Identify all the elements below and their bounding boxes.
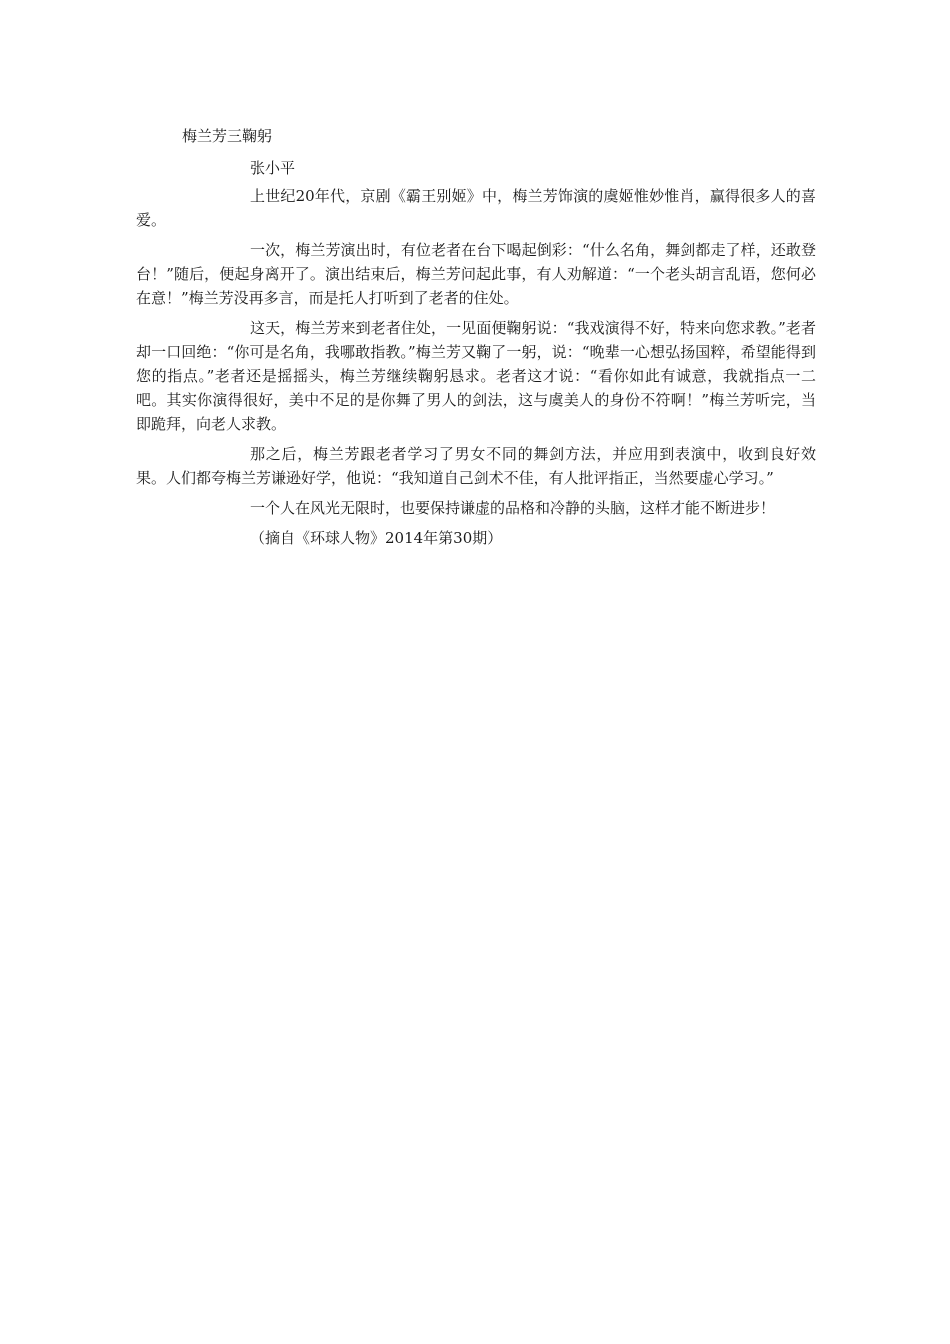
paragraph-2: 一次，梅兰芳演出时，有位老者在台下喝起倒彩：“什么名角，舞剑都走了样，还敢登台！”随后，便起身离开了。演出结束后，梅兰芳问起此事，有人劝解道：“一个老头胡言乱语，您何必在意！”梅兰芳没再多言，而是托人打听到了老者的住处。	[136, 241, 816, 307]
source-citation: （摘自《环球人物》2014年第30期）	[250, 529, 503, 547]
paragraph-4: 那之后，梅兰芳跟老者学习了男女不同的舞剑方法，并应用到表演中，收到良好效果。人们都夸梅兰芳谦逊好学，他说：“我知道自己剑术不佳，有人批评指正，当然要虚心学习。”	[136, 445, 816, 487]
paragraph-3: 这天，梅兰芳来到老者住处，一见面便鞠躬说：“我戏演得不好，特来向您求教。”老者却一口回绝：“你可是名角，我哪敢指教。”梅兰芳又鞠了一躬，说：“晚辈一心想弘扬国粹，希望能得到您的指点。”老者还是摇摇头，梅兰芳继续鞠躬恳求。老者这才说：“看你如此有诚意，我就指点一二吧。其实你演得很好，美中不足的是你舞了男人的剑法，这与虞美人的身份不符啊！”梅兰芳听完，当即跪拜，向老人求教。	[136, 319, 816, 433]
article-body	[136, 124, 816, 550]
paragraph-1: 上世纪20年代，京剧《霸王别姬》中，梅兰芳饰演的虞姬惟妙惟肖，赢得很多人的喜爱。	[136, 187, 816, 229]
paragraph-5: 一个人在风光无限时，也要保持谦虚的品格和冷静的头脑，这样才能不断进步！	[250, 499, 776, 517]
article-author: 张小平	[250, 159, 296, 177]
article-title: 梅兰芳三鞠躬	[182, 127, 273, 145]
